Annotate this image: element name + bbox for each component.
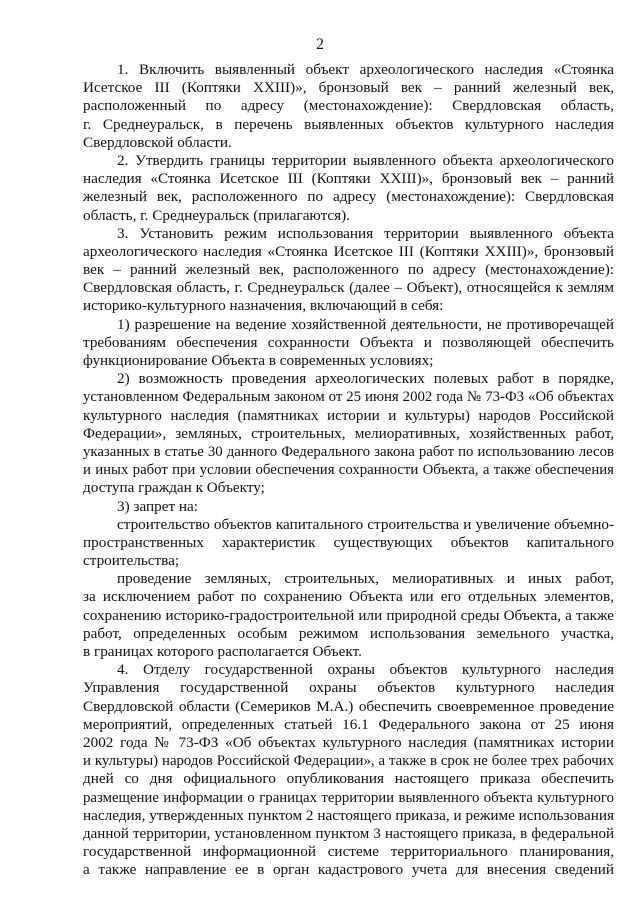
text-line: наследия «Стоянка Исетское III (Коптяки XXIII)», бронзовый век – ранний <box>83 170 614 188</box>
text-line: культурного наследия (памятниках истории и культуры) народов Российской <box>83 406 614 424</box>
text-line: Свердловской области (Семериков М.А.) обеспечить своевременное проведение <box>83 697 614 715</box>
text-line: 3) запрет на: <box>117 497 198 515</box>
text-line: г. Среднеуральск, в перечень выявленных объектов культурного наследия <box>83 115 614 133</box>
text-line: археологического наследия «Стоянка Исетское III (Коптяки XXIII)», бронзовый <box>83 242 614 260</box>
text-line: 1. Включить выявленный объект археологического наследия «Стоянка <box>117 61 614 78</box>
text-line: а также направление ее в орган кадастрового учета для внесения сведений <box>83 861 614 879</box>
text-line: 2) возможность проведения археологических полевых работ в порядке, <box>117 370 614 388</box>
text-line: размещение информации о границах территории выявленного объекта культурного <box>83 789 614 806</box>
text-line: область, г. Среднеуральск (прилагаются). <box>83 206 350 224</box>
text-line: век – ранний железный век, расположенного по адресу (местонахождение): <box>83 261 614 279</box>
text-line: Управления государственной охраны объектов культурного наследия <box>83 679 614 697</box>
text-line: мероприятий, определенных статьей 16.1 Федерального закона от 25 июня <box>83 715 614 733</box>
text-line: сохранению историко-градостроительной или природной среды Объекта, а также <box>83 606 614 624</box>
text-line: проведение земляных, строительных, мелиоративных и иных работ, <box>117 570 614 588</box>
text-line: Свердловской области. <box>83 133 232 151</box>
text-line: 1) разрешение на ведение хозяйственной деятельности, не противоречащей <box>117 315 614 333</box>
text-line: строительство объектов капитального строительства и увеличение объемно- <box>117 515 614 533</box>
text-line: Исетское III (Коптяки XXIII)», бронзовый век – ранний железный век, <box>83 79 614 97</box>
text-line: Федерации», земляных, строительных, мелиоративных, хозяйственных работ, <box>83 424 614 442</box>
text-line: указанных в статье 30 данного Федерального закона работ по использованию лесов <box>83 443 614 460</box>
text-line: и культуры) народов Российской Федерации», а также в срок не более трех рабочих <box>83 753 614 770</box>
text-line: и иных работ при условии обеспечения сохранности Объекта, а также обеспечения <box>83 462 614 479</box>
text-line: данной территории, установленном пунктом 3 настоящего приказа, в федеральной <box>83 825 614 842</box>
document-body <box>83 61 614 879</box>
text-line: за исключением работ по сохранению Объекта или его отдельных элементов, <box>83 588 614 606</box>
text-line: 2. Утвердить границы территории выявленного объекта археологического <box>117 151 614 169</box>
text-line: пространственных характеристик существующих объектов капитального <box>83 533 614 551</box>
text-line: наследия, утвержденных пунктом 2 настоящего приказа, и режиме использования <box>83 806 614 824</box>
text-line: Свердловская область, г. Среднеуральск (далее – Объект), относящейся к землям <box>83 279 614 297</box>
text-line: в границах которого располагается Объект. <box>83 643 362 660</box>
text-line: доступа граждан к Объекту; <box>83 479 265 497</box>
text-line: расположенный по адресу (местонахождение): Свердловская область, <box>83 97 614 115</box>
text-line: 3. Установить режим использования территории выявленного объекта <box>117 224 614 242</box>
text-line: функционирование Объекта в современных условиях; <box>83 352 434 369</box>
text-line: государственной информационной системе территориального планирования, <box>83 843 614 861</box>
text-line: строительства; <box>83 552 180 570</box>
text-line: требованиям обеспечения сохранности Объекта и позволяющей обеспечить <box>83 333 614 351</box>
text-line: дней со дня официального опубликования настоящего приказа обеспечить <box>83 770 614 788</box>
text-line: 4. Отделу государственной охраны объектов культурного наследия <box>117 661 614 679</box>
page-number: 2 <box>316 36 324 53</box>
text-line: 2002 года № 73-ФЗ «Об объектах культурного наследия (памятниках истории <box>83 733 614 751</box>
text-line: установленном Федеральным законом от 25 июня 2002 года № 73-ФЗ «Об объектах <box>83 389 614 406</box>
text-line: историко-культурного назначения, включающий в себя: <box>83 297 444 315</box>
text-line: железный век, расположенного по адресу (местонахождение): Свердловская <box>83 188 614 206</box>
text-line: работ, определенных особым режимом использования земельного участка, <box>83 624 614 642</box>
